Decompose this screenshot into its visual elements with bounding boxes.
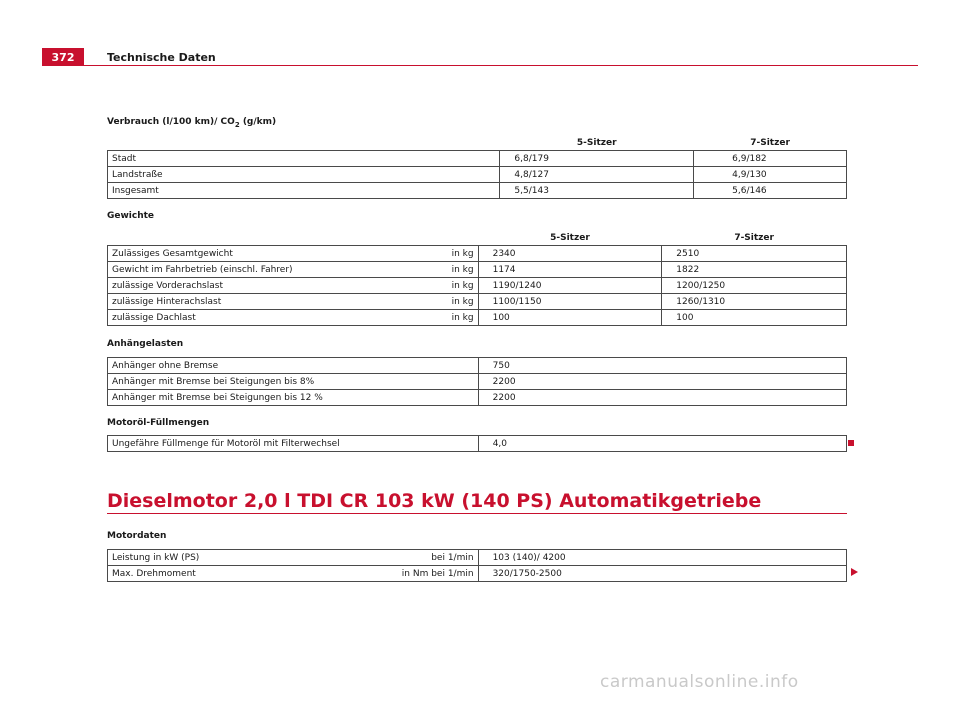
value-7-sitzer: 1200/1250	[662, 278, 847, 294]
table-row	[108, 167, 847, 183]
row-label-cell	[108, 310, 479, 326]
row-label-cell	[108, 294, 479, 310]
table-row	[108, 262, 847, 278]
table-row	[108, 310, 847, 326]
table-header-row	[108, 135, 847, 151]
header-rule	[42, 65, 918, 66]
table-row	[108, 183, 847, 199]
row-unit: in Nm bei 1/min	[401, 568, 474, 579]
verbrauch-table	[107, 135, 847, 199]
section-motoroel-label: Motoröl-Füllmengen	[107, 418, 210, 428]
row-label-cell	[108, 262, 479, 278]
row-label-cell	[108, 278, 479, 294]
section-end-square-icon	[848, 440, 854, 446]
row-label: Stadt	[108, 151, 500, 167]
section-gewichte-label: Gewichte	[107, 211, 155, 221]
col-5-sitzer: 5-Sitzer	[478, 230, 662, 246]
table-row	[108, 390, 847, 406]
value-7-sitzer: 1260/1310	[662, 294, 847, 310]
section-anhaengelasten-label: Anhängelasten	[107, 339, 184, 349]
value-5-sitzer: 4,8/127	[500, 167, 694, 183]
row-value: 103 (140)/ 4200	[478, 550, 846, 566]
value-5-sitzer: 5,5/143	[500, 183, 694, 199]
section-motordaten-label: Motordaten	[107, 531, 167, 541]
row-label: Gewicht im Fahrbetrieb (einschl. Fahrer)	[112, 264, 293, 275]
row-label-cell	[108, 550, 479, 566]
row-label: zulässige Vorderachslast	[112, 280, 223, 291]
verbrauch-label-main: Verbrauch (l/100 km)/ CO	[107, 117, 235, 127]
verbrauch-label-tail: (g/km)	[239, 117, 277, 127]
row-unit: bei 1/min	[431, 552, 474, 563]
row-label: Max. Drehmoment	[112, 568, 196, 579]
row-label: zulässige Hinterachslast	[112, 296, 222, 307]
row-label: Zulässiges Gesamtgewicht	[112, 248, 233, 259]
section-verbrauch-label	[107, 117, 276, 129]
table-row	[108, 358, 847, 374]
value-5-sitzer: 1100/1150	[478, 294, 662, 310]
value-5-sitzer: 1190/1240	[478, 278, 662, 294]
anhaengelasten-table	[107, 357, 847, 406]
row-unit: in kg	[451, 312, 474, 323]
row-value: 4,0	[478, 436, 846, 452]
value-7-sitzer: 2510	[662, 246, 847, 262]
row-value: 320/1750-2500	[478, 566, 846, 582]
title-rule	[107, 513, 847, 514]
row-unit: in kg	[451, 296, 474, 307]
row-label-cell	[108, 246, 479, 262]
row-label: Insgesamt	[108, 183, 500, 199]
value-7-sitzer: 6,9/182	[694, 151, 847, 167]
motoroel-table	[107, 435, 847, 452]
row-label: Leistung in kW (PS)	[112, 552, 200, 563]
motordaten-table	[107, 549, 847, 582]
header-blank	[108, 230, 479, 246]
page-number: 372	[42, 48, 84, 66]
table-header-row	[108, 230, 847, 246]
row-unit: in kg	[451, 280, 474, 291]
section-title-dieselmotor: Dieselmotor 2,0 l TDI CR 103 kW (140 PS) Automatikgetriebe	[107, 490, 762, 512]
value-7-sitzer: 5,6/146	[694, 183, 847, 199]
row-label: Anhänger ohne Bremse	[108, 358, 479, 374]
value-7-sitzer: 4,9/130	[694, 167, 847, 183]
watermark: carmanualsonline.info	[600, 672, 799, 692]
value-7-sitzer: 100	[662, 310, 847, 326]
value-5-sitzer: 2340	[478, 246, 662, 262]
row-value: 750	[478, 358, 846, 374]
value-7-sitzer: 1822	[662, 262, 847, 278]
table-row	[108, 151, 847, 167]
table-row	[108, 436, 847, 452]
table-row	[108, 566, 847, 582]
col-5-sitzer: 5-Sitzer	[500, 135, 694, 151]
verbrauch-label-sub: 2	[234, 120, 240, 129]
row-value: 2200	[478, 374, 846, 390]
row-label: Landstraße	[108, 167, 500, 183]
row-value: 2200	[478, 390, 846, 406]
col-7-sitzer: 7-Sitzer	[662, 230, 847, 246]
row-label-cell	[108, 566, 479, 582]
row-unit: in kg	[451, 248, 474, 259]
row-label: Anhänger mit Bremse bei Steigungen bis 8%	[108, 374, 479, 390]
row-unit: in kg	[451, 264, 474, 275]
table-row	[108, 246, 847, 262]
value-5-sitzer: 100	[478, 310, 662, 326]
row-label: Ungefähre Füllmenge für Motoröl mit Filterwechsel	[108, 436, 479, 452]
table-row	[108, 294, 847, 310]
table-row	[108, 550, 847, 566]
gewichte-table	[107, 230, 847, 326]
row-label: zulässige Dachlast	[112, 312, 196, 323]
header-blank	[108, 135, 500, 151]
table-row	[108, 374, 847, 390]
value-5-sitzer: 1174	[478, 262, 662, 278]
page-header-title: Technische Daten	[107, 51, 216, 64]
value-5-sitzer: 6,8/179	[500, 151, 694, 167]
table-row	[108, 278, 847, 294]
continue-arrow-icon	[851, 568, 858, 576]
row-label: Anhänger mit Bremse bei Steigungen bis 12 %	[108, 390, 479, 406]
col-7-sitzer: 7-Sitzer	[694, 135, 847, 151]
